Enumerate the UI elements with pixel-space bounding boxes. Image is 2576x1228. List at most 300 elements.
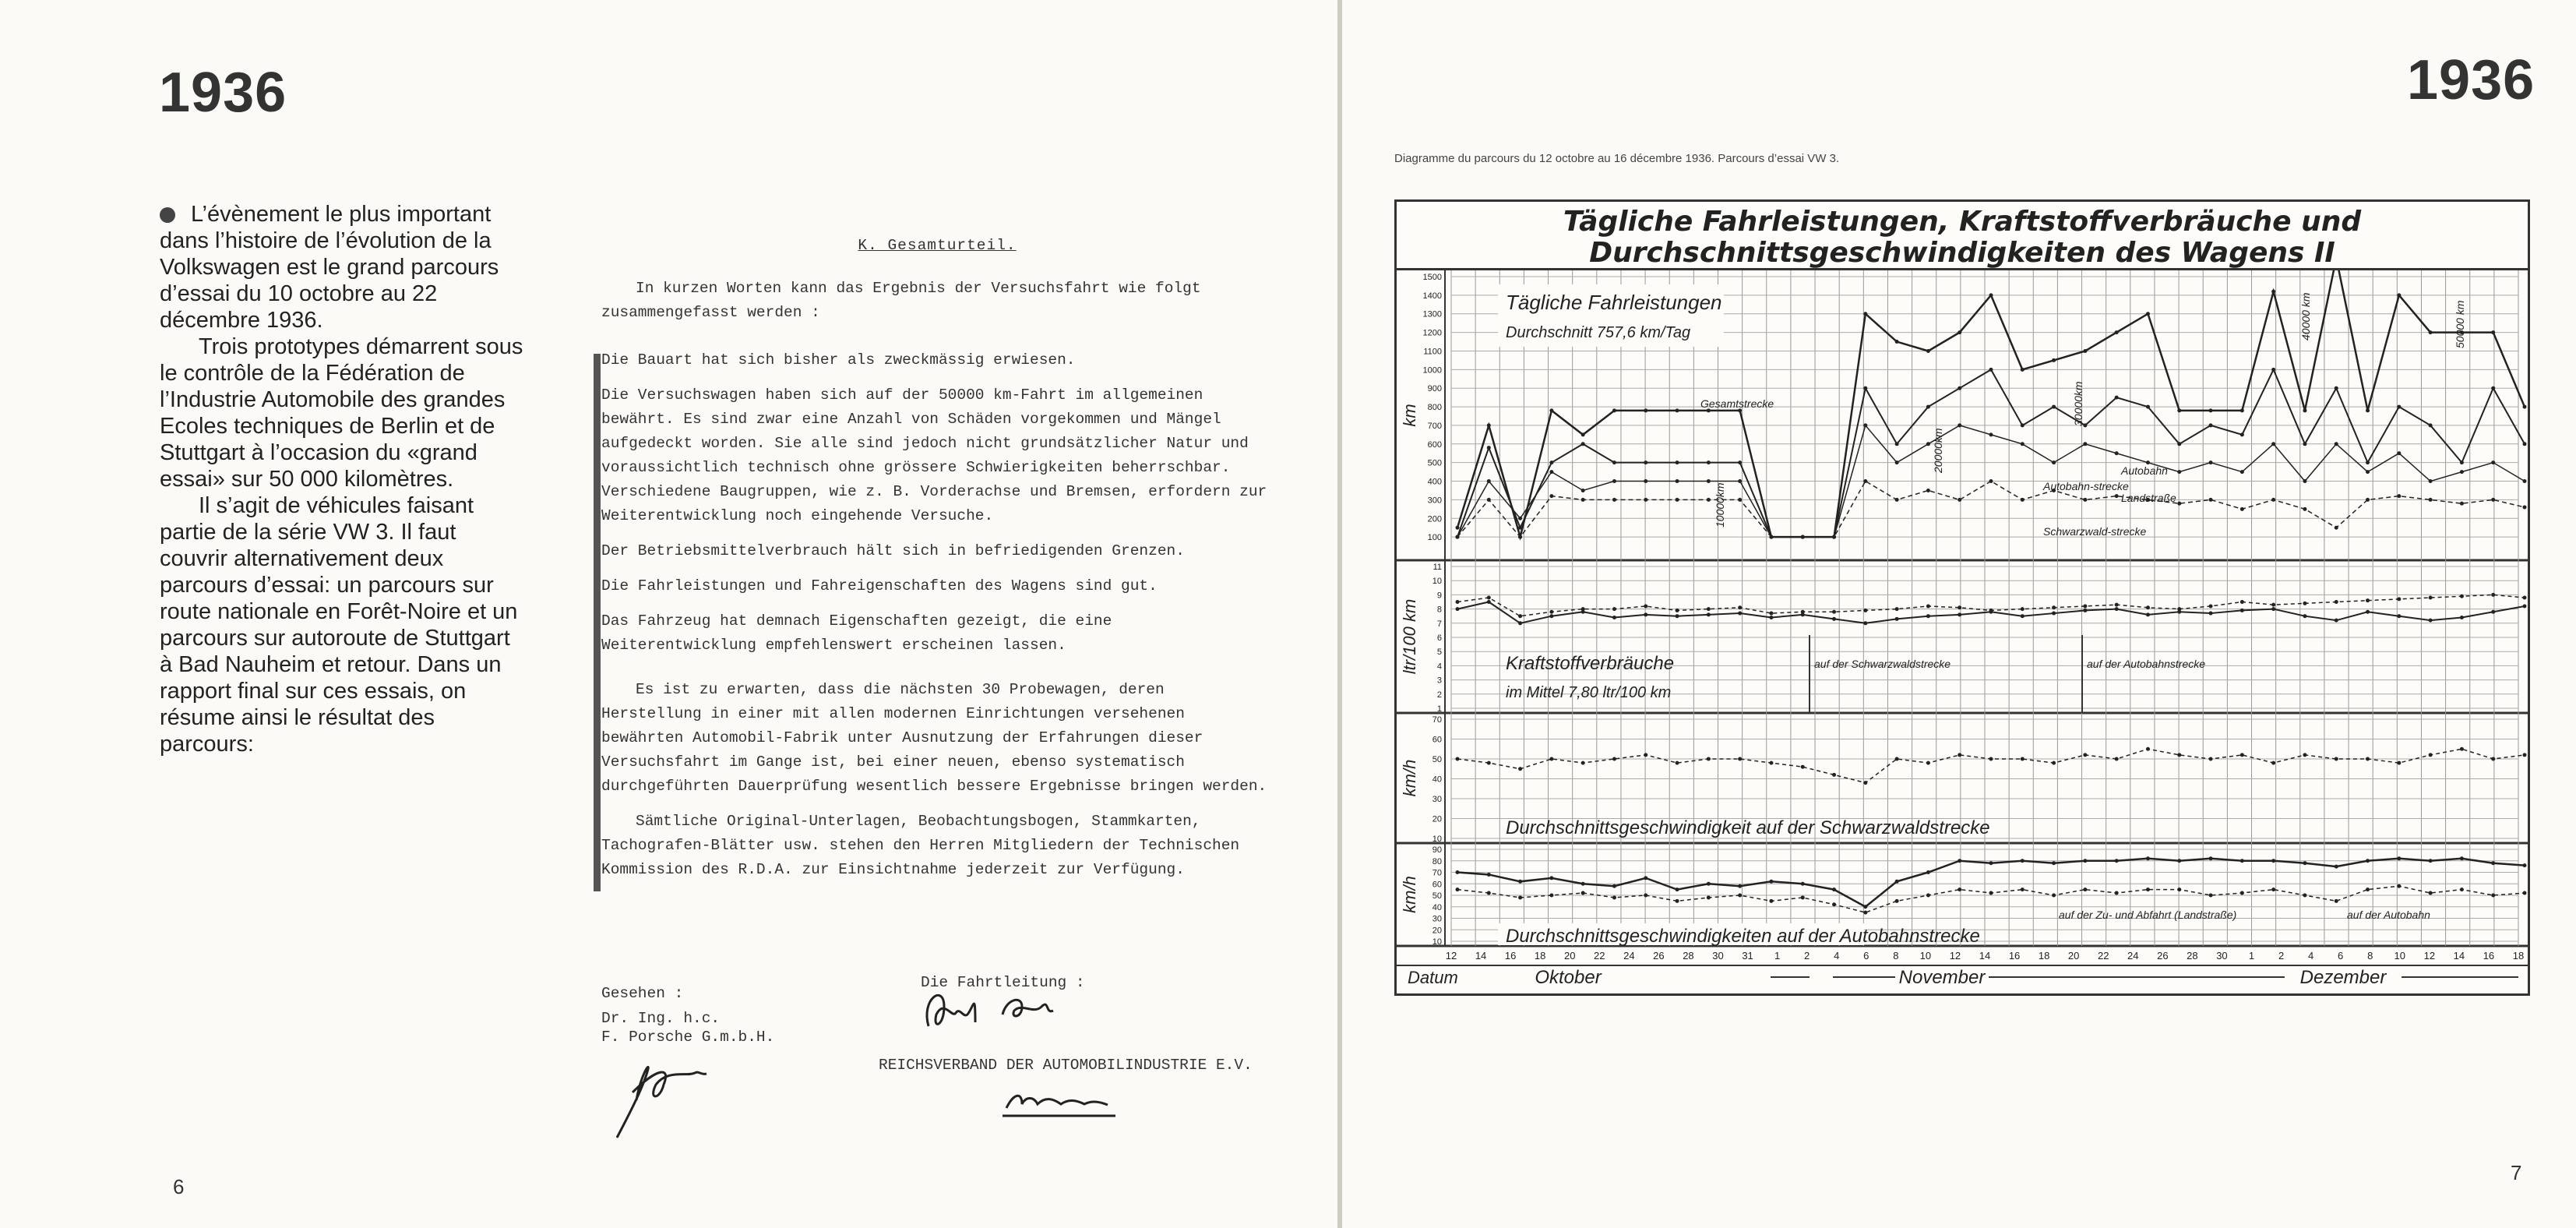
document-heading: K. Gesamturteil. bbox=[858, 237, 1017, 254]
page-number: 7 bbox=[2511, 1161, 2522, 1184]
data-point bbox=[1989, 610, 1993, 614]
data-point bbox=[1863, 423, 1867, 427]
data-point bbox=[2491, 498, 2495, 502]
data-point bbox=[1487, 498, 1491, 502]
data-point bbox=[1676, 887, 1679, 891]
data-point bbox=[2115, 891, 2119, 895]
data-point bbox=[1895, 340, 1899, 344]
data-point bbox=[2115, 494, 2119, 498]
data-point bbox=[2335, 526, 2338, 530]
y-tick-label: 5 bbox=[1436, 648, 1442, 658]
data-point bbox=[2303, 614, 2306, 618]
data-point bbox=[2366, 470, 2370, 474]
data-point bbox=[2240, 470, 2244, 474]
data-point bbox=[2021, 887, 2025, 891]
data-point bbox=[1707, 895, 1711, 899]
data-point bbox=[2523, 442, 2527, 446]
data-point bbox=[2397, 494, 2401, 498]
data-point bbox=[1581, 442, 1585, 446]
data-point bbox=[1989, 757, 1993, 761]
y-tick-label: 1100 bbox=[1423, 347, 1442, 357]
data-point bbox=[1801, 612, 1805, 616]
data-point bbox=[2115, 330, 2119, 334]
data-point bbox=[2460, 616, 2464, 619]
y-tick-label: 10 bbox=[1432, 835, 1442, 844]
data-point bbox=[1676, 408, 1679, 412]
data-point bbox=[1926, 442, 1930, 446]
data-point bbox=[1549, 876, 1553, 880]
data-point bbox=[1958, 753, 1961, 757]
data-point bbox=[2021, 498, 2025, 502]
year-heading: 1936 bbox=[159, 62, 287, 124]
data-point bbox=[2209, 856, 2213, 860]
y-tick-label: 50 bbox=[1432, 891, 1442, 901]
data-point bbox=[2523, 863, 2527, 867]
data-point bbox=[1989, 891, 1993, 895]
performance-chart bbox=[1394, 199, 2530, 996]
data-point bbox=[2429, 498, 2433, 502]
data-point bbox=[1926, 761, 1930, 765]
x-tick-label: 22 bbox=[2097, 950, 2109, 962]
data-point bbox=[1549, 494, 1553, 498]
data-point bbox=[2115, 607, 2119, 611]
y-tick-label: 6 bbox=[1436, 633, 1442, 643]
data-point bbox=[1958, 612, 1961, 616]
y-tick-label: 30 bbox=[1432, 795, 1442, 804]
chart-caption: Diagramme du parcours du 12 octobre au 16 décembre 1936. Parcours d’essai VW 3. bbox=[1394, 152, 1840, 165]
signer-right-line-2: REICHSVERBAND DER AUTOMOBILINDUSTRIE E.V. bbox=[879, 1057, 1253, 1074]
x-tick-label: 30 bbox=[2216, 950, 2228, 962]
intro-text bbox=[160, 201, 526, 757]
data-point bbox=[2209, 498, 2213, 502]
data-point bbox=[2052, 460, 2056, 464]
data-point bbox=[1644, 753, 1647, 757]
y-tick-label: 11 bbox=[1432, 563, 1442, 572]
data-point bbox=[2271, 887, 2275, 891]
panel-annotation: 20000km bbox=[1932, 428, 1944, 473]
data-point bbox=[1612, 479, 1616, 483]
data-point bbox=[2366, 460, 2370, 464]
data-point bbox=[1676, 609, 1679, 612]
data-point bbox=[1738, 757, 1742, 761]
data-point bbox=[1738, 479, 1742, 483]
data-point bbox=[2491, 593, 2495, 597]
data-point bbox=[2303, 894, 2306, 898]
data-point bbox=[2491, 610, 2495, 614]
data-point bbox=[2021, 423, 2025, 427]
data-point bbox=[1644, 612, 1647, 616]
data-point bbox=[1926, 614, 1930, 618]
data-point bbox=[1487, 761, 1491, 765]
data-point bbox=[1676, 614, 1679, 618]
margin-bracket bbox=[594, 354, 601, 891]
data-point bbox=[1738, 498, 1742, 502]
y-tick-label: 1300 bbox=[1422, 309, 1442, 319]
data-point bbox=[1581, 610, 1585, 614]
panel-annotation: auf der Autobahn bbox=[2347, 909, 2430, 921]
data-point bbox=[2491, 386, 2495, 390]
data-point bbox=[1958, 423, 1961, 427]
data-point bbox=[2083, 604, 2087, 608]
data-point bbox=[1676, 498, 1679, 502]
data-point bbox=[2335, 899, 2338, 903]
data-point bbox=[1958, 887, 1961, 891]
data-point bbox=[2397, 451, 2401, 455]
x-tick-label: 1 bbox=[2248, 950, 2255, 962]
data-point bbox=[2177, 502, 2181, 506]
paragraph-2: Trois prototypes démarrent sous le contrôle de la Fédération de l’Industrie Automobile des grandes Ecoles techniques de Berlin et de Stuttgart à l’occasion du «grand essai» sur 50 000 kilomètres. bbox=[160, 334, 523, 492]
series-line-daily_distance-3 bbox=[1457, 482, 2525, 538]
data-point bbox=[1926, 870, 1930, 874]
x-tick-label: 2 bbox=[2278, 950, 2285, 962]
x-tick-label: 12 bbox=[1949, 950, 1961, 962]
data-point bbox=[1958, 859, 1961, 863]
data-point bbox=[1958, 605, 1961, 609]
data-point bbox=[1676, 479, 1679, 483]
data-point bbox=[1518, 880, 1522, 884]
x-tick-label: 6 bbox=[1863, 950, 1869, 962]
data-point bbox=[1644, 894, 1647, 898]
y-tick-label: 20 bbox=[1432, 926, 1442, 936]
data-point bbox=[2303, 408, 2306, 412]
y-tick-label: 1000 bbox=[1422, 365, 1442, 376]
data-point bbox=[1832, 535, 1836, 539]
y-tick-label: 7 bbox=[1436, 619, 1442, 629]
y-tick-label: 8 bbox=[1436, 605, 1442, 615]
panel-annotation: 40000 km bbox=[2299, 292, 2312, 341]
panel-annotation: 50000 km bbox=[2454, 300, 2466, 348]
data-point bbox=[2491, 861, 2495, 865]
data-point bbox=[1769, 616, 1773, 619]
x-tick-label: 28 bbox=[2187, 950, 2198, 962]
data-point bbox=[1895, 607, 1899, 611]
data-point bbox=[2523, 505, 2527, 509]
y-tick-label: 4 bbox=[1436, 662, 1442, 672]
data-point bbox=[2240, 408, 2244, 412]
data-point bbox=[1769, 535, 1773, 539]
data-point bbox=[1738, 884, 1742, 888]
data-point bbox=[1769, 612, 1773, 616]
data-point bbox=[2271, 761, 2275, 765]
data-point bbox=[1487, 479, 1491, 483]
data-point bbox=[2460, 502, 2464, 506]
data-point bbox=[1581, 761, 1585, 765]
data-point bbox=[1644, 479, 1647, 483]
data-point bbox=[2335, 600, 2338, 604]
data-point bbox=[2397, 597, 2401, 601]
document-para-1: Es ist zu erwarten, dass die nächsten 30 Probewagen, deren Herstellung in einer mit allen modernen Einrichtungen versehenen bewährten Automobil-Fabrik unter Ausnutzung der Erfahrungen dieser Versuchsfahrt im Gange ist, bei einer neuen, ebenso systematisch durchgeführten Dauerprüfung wesentlich bessere Ergebnisse bringen werden. bbox=[601, 681, 1267, 795]
seen-label: Gesehen : bbox=[601, 985, 684, 1002]
panel-annotation: auf der Schwarzwaldstrecke bbox=[1814, 658, 1951, 670]
x-tick-label: 14 bbox=[1979, 950, 1991, 962]
signatures-drawing bbox=[601, 983, 1302, 1163]
panel-annotation: Gesamtstrecke bbox=[1700, 397, 1774, 410]
x-tick-label: 26 bbox=[1653, 950, 1665, 962]
data-point bbox=[1863, 621, 1867, 625]
data-point bbox=[1612, 895, 1616, 899]
data-point bbox=[1895, 617, 1899, 621]
data-point bbox=[2397, 856, 2401, 860]
data-point bbox=[1518, 614, 1522, 618]
data-point bbox=[2115, 859, 2119, 863]
data-point bbox=[2429, 330, 2433, 334]
data-point bbox=[2021, 368, 2025, 372]
month-label: Oktober bbox=[1535, 967, 1602, 988]
data-point bbox=[1707, 882, 1711, 886]
data-point bbox=[2271, 859, 2275, 863]
data-point bbox=[2271, 603, 2275, 607]
data-point bbox=[1832, 887, 1836, 891]
data-point bbox=[2021, 607, 2025, 611]
x-tick-label: 22 bbox=[1594, 950, 1605, 962]
panel-title: Kraftstoffverbräuche bbox=[1506, 653, 1675, 674]
data-point bbox=[2303, 442, 2306, 446]
data-point bbox=[2303, 753, 2306, 757]
data-point bbox=[2429, 753, 2433, 757]
data-point bbox=[2083, 498, 2087, 502]
data-point bbox=[1958, 386, 1961, 390]
y-tick-label: 90 bbox=[1432, 845, 1442, 855]
data-point bbox=[1738, 605, 1742, 609]
data-point bbox=[2366, 859, 2370, 863]
data-point bbox=[1612, 498, 1616, 502]
x-tick-label: 12 bbox=[2423, 950, 2436, 962]
panel-title: Durchschnittsgeschwindigkeit auf der Schwarzwaldstrecke bbox=[1506, 817, 1990, 838]
data-point bbox=[2115, 603, 2119, 607]
y-tick-label: 400 bbox=[1427, 477, 1442, 487]
y-tick-label: 700 bbox=[1427, 421, 1442, 431]
x-tick-label: 2 bbox=[1804, 950, 1810, 962]
data-point bbox=[2115, 757, 2119, 761]
point-5: Das Fahrzeug hat demnach Eigenschaften gezeigt, die eine Weiterentwicklung empfehlenswert erscheinen lassen. bbox=[601, 612, 1112, 654]
data-point bbox=[1612, 757, 1616, 761]
data-point bbox=[1518, 767, 1522, 771]
data-point bbox=[2429, 423, 2433, 427]
data-point bbox=[2366, 498, 2370, 502]
data-point bbox=[2209, 894, 2213, 898]
data-point bbox=[1707, 612, 1711, 616]
data-point bbox=[1676, 460, 1679, 464]
data-point bbox=[2083, 887, 2087, 891]
year-heading: 1936 bbox=[2407, 49, 2535, 111]
data-point bbox=[2335, 865, 2338, 869]
data-point bbox=[2146, 405, 2150, 409]
data-point bbox=[1676, 899, 1679, 903]
data-point bbox=[2052, 612, 2056, 616]
x-tick-label: 18 bbox=[1534, 950, 1546, 962]
data-point bbox=[1738, 894, 1742, 898]
data-point bbox=[1801, 882, 1805, 886]
data-point bbox=[1581, 489, 1585, 492]
y-tick-label: 60 bbox=[1432, 735, 1442, 745]
data-point bbox=[1581, 498, 1585, 502]
data-point bbox=[2523, 604, 2527, 608]
x-axis-label: Datum bbox=[1408, 968, 1458, 987]
y-tick-label: 40 bbox=[1432, 902, 1442, 912]
data-point bbox=[1612, 616, 1616, 619]
data-point bbox=[2491, 460, 2495, 464]
data-point bbox=[2366, 757, 2370, 761]
data-point bbox=[1487, 446, 1491, 450]
data-point bbox=[1926, 349, 1930, 353]
data-point bbox=[2209, 408, 2213, 412]
data-point bbox=[2366, 408, 2370, 412]
data-point bbox=[2209, 612, 2213, 616]
data-point bbox=[2397, 405, 2401, 409]
fahrtleitung-signature-1 bbox=[927, 995, 975, 1026]
y-tick-label: 70 bbox=[1432, 715, 1442, 725]
data-point bbox=[1895, 498, 1899, 502]
data-point bbox=[2240, 507, 2244, 511]
x-tick-label: 16 bbox=[2008, 950, 2021, 962]
panel-subtitle: im Mittel 7,80 ltr/100 km bbox=[1506, 684, 1672, 701]
series-line-speed_autobahn-0 bbox=[1457, 859, 2525, 907]
data-point bbox=[2052, 605, 2056, 609]
data-point bbox=[1581, 432, 1585, 436]
porsche-signature bbox=[617, 1067, 707, 1138]
x-tick-label: 24 bbox=[2127, 950, 2139, 962]
data-point bbox=[2083, 859, 2087, 863]
data-point bbox=[1487, 423, 1491, 427]
x-tick-label: 14 bbox=[2453, 950, 2465, 962]
data-point bbox=[1549, 614, 1553, 618]
data-point bbox=[2177, 470, 2181, 474]
data-point bbox=[2397, 293, 2401, 297]
data-point bbox=[1456, 607, 1460, 611]
data-point bbox=[1863, 911, 1867, 915]
y-tick-label: 40 bbox=[1432, 775, 1442, 785]
document-para-2: Sämtliche Original-Unterlagen, Beobachtungsbogen, Stammkarten, Tachografen-Blätter usw. stehen den Herren Mitgliedern der Technischen Kommission des R.D.A. zur Einsichtnahme jederzeit zur Verfügung. bbox=[601, 813, 1240, 878]
data-point bbox=[1863, 312, 1867, 316]
y-tick-label: 3 bbox=[1436, 676, 1442, 686]
data-point bbox=[2083, 442, 2087, 446]
data-point bbox=[2240, 600, 2244, 604]
data-point bbox=[2303, 479, 2306, 483]
data-point bbox=[2335, 386, 2338, 390]
data-point bbox=[1895, 460, 1899, 464]
data-point bbox=[2397, 761, 2401, 765]
data-point bbox=[2429, 859, 2433, 863]
rda-signature bbox=[1003, 1096, 1115, 1116]
fahrtleitung-signature-2 bbox=[1003, 1000, 1053, 1016]
data-point bbox=[1707, 757, 1711, 761]
data-point bbox=[1644, 498, 1647, 502]
x-tick-label: 8 bbox=[1893, 950, 1899, 962]
y-tick-label: 300 bbox=[1427, 496, 1442, 506]
data-point bbox=[1769, 761, 1773, 765]
data-point bbox=[2523, 596, 2527, 600]
data-point bbox=[1549, 408, 1553, 412]
y-tick-label: 1200 bbox=[1422, 328, 1442, 338]
data-point bbox=[2491, 894, 2495, 898]
data-point bbox=[1801, 895, 1805, 899]
panel-annotation: Autobahn bbox=[2121, 464, 2168, 477]
data-point bbox=[2271, 290, 2275, 294]
data-point bbox=[1456, 757, 1460, 761]
x-tick-label: 20 bbox=[2067, 950, 2080, 962]
data-point bbox=[2460, 470, 2464, 474]
point-1: Die Bauart hat sich bisher als zweckmässig erwiesen. bbox=[601, 351, 1076, 369]
data-point bbox=[2460, 856, 2464, 860]
data-point bbox=[2523, 405, 2527, 409]
data-point bbox=[1612, 607, 1616, 611]
data-point bbox=[1518, 517, 1522, 520]
data-point bbox=[1895, 757, 1899, 761]
data-point bbox=[2052, 358, 2056, 362]
y-tick-label: 10 bbox=[1432, 577, 1442, 587]
y-tick-label: 1500 bbox=[1422, 273, 1442, 282]
data-point bbox=[2177, 887, 2181, 891]
y-axis-label: km/h bbox=[1400, 759, 1419, 797]
data-point bbox=[2397, 884, 2401, 888]
data-point bbox=[2146, 856, 2150, 860]
x-tick-label: 31 bbox=[1742, 950, 1753, 962]
data-point bbox=[1644, 408, 1647, 412]
data-point bbox=[1581, 882, 1585, 886]
y-tick-label: 900 bbox=[1427, 384, 1442, 394]
y-tick-label: 200 bbox=[1427, 514, 1442, 524]
data-point bbox=[2240, 609, 2244, 612]
data-point bbox=[2209, 423, 2213, 427]
data-point bbox=[1989, 479, 1993, 483]
typewritten-document bbox=[601, 220, 1273, 882]
data-point bbox=[2177, 859, 2181, 863]
data-point bbox=[2429, 619, 2433, 623]
data-point bbox=[1707, 498, 1711, 502]
data-point bbox=[1612, 408, 1616, 412]
y-tick-label: 100 bbox=[1427, 533, 1442, 543]
x-tick-label: 10 bbox=[1919, 950, 1932, 962]
y-tick-label: 2 bbox=[1436, 690, 1442, 700]
month-label: November bbox=[1898, 967, 1986, 988]
data-point bbox=[2115, 396, 2119, 400]
data-point bbox=[1863, 386, 1867, 390]
data-point bbox=[2240, 891, 2244, 895]
data-point bbox=[1863, 609, 1867, 612]
data-point bbox=[2271, 607, 2275, 611]
y-tick-label: 9 bbox=[1436, 591, 1442, 601]
data-point bbox=[2429, 891, 2433, 895]
data-point bbox=[1958, 330, 1961, 334]
panel-annotation: Landstraße bbox=[2121, 492, 2176, 504]
data-point bbox=[1895, 880, 1899, 884]
data-point bbox=[2177, 408, 2181, 412]
data-point bbox=[1612, 460, 1616, 464]
data-point bbox=[2460, 460, 2464, 464]
chart-title: Tägliche Fahrleistungen, Kraftstoffverbräuche und Durchschnittsgeschwindigkeiten des Wagens II bbox=[1397, 202, 2528, 270]
data-point bbox=[2335, 442, 2338, 446]
y-tick-label: 80 bbox=[1432, 856, 1442, 866]
point-2: Die Versuchswagen haben sich auf der 50000 km-Fahrt im allgemeinen bewährt. Es sind zwar eine Anzahl von Schäden vorgekommen und Mängel aufgedeckt worden. Sie alle sind jedoch nicht grundsätzlicher Natur und voraussichtlich technisch ohne grössere Schwierigkeiten beherrschbar. Verschiedene Baugruppen, wie z. B. Vorderachse und Bremsen, erfordern zur Weiterentwicklung noch eingehende Versuche. bbox=[601, 386, 1267, 524]
signer-right-line-1: Die Fahrtleitung : bbox=[921, 974, 1085, 991]
y-axis-label: ltr/100 km bbox=[1400, 598, 1419, 675]
data-point bbox=[1926, 405, 1930, 409]
panel-annotation: auf der Zu- und Abfahrt (Landstraße) bbox=[2059, 909, 2237, 921]
data-point bbox=[1612, 884, 1616, 888]
data-point bbox=[1801, 765, 1805, 769]
data-point bbox=[1581, 891, 1585, 895]
data-point bbox=[1518, 535, 1522, 539]
x-tick-label: 28 bbox=[1683, 950, 1694, 962]
y-axis-label: km/h bbox=[1400, 876, 1419, 913]
data-point bbox=[2460, 747, 2464, 751]
data-point bbox=[1989, 861, 1993, 865]
y-tick-label: 10 bbox=[1432, 937, 1442, 947]
data-point bbox=[2177, 610, 2181, 614]
data-point bbox=[1549, 610, 1553, 614]
data-point bbox=[2052, 405, 2056, 409]
x-tick-label: 30 bbox=[1712, 950, 1724, 962]
